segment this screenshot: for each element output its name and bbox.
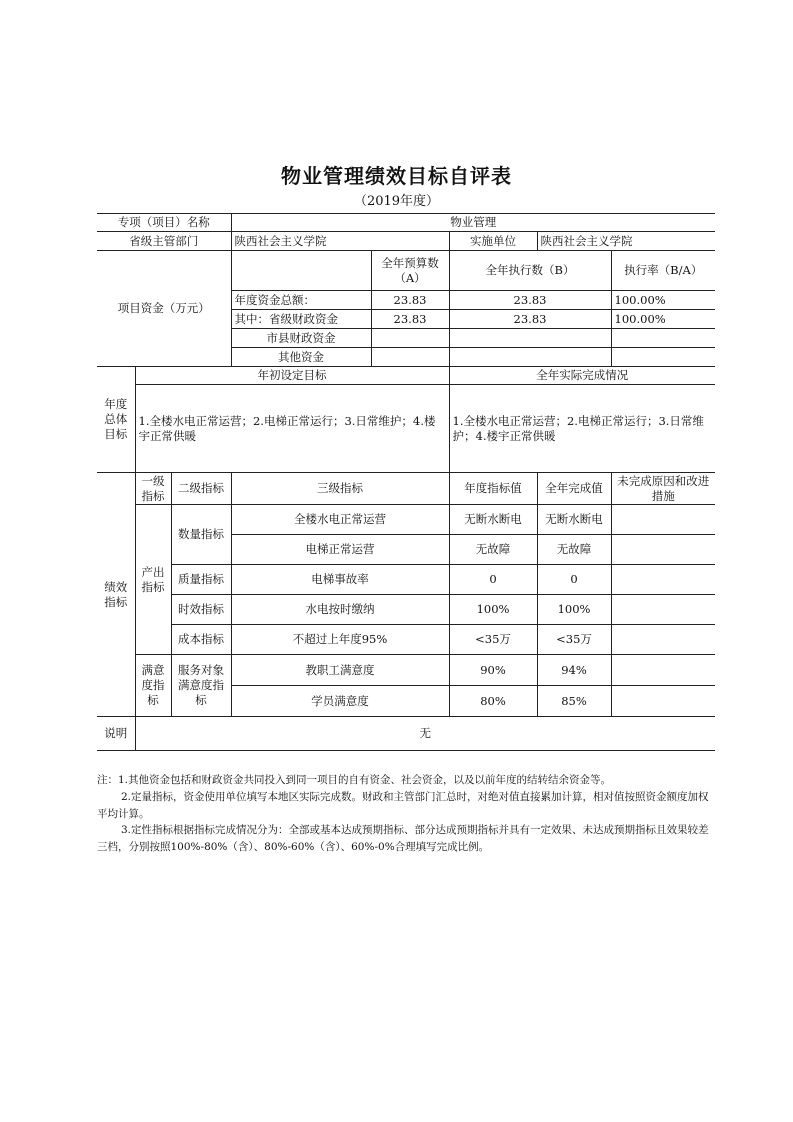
perf-row-target: 无断水断电 — [449, 505, 537, 535]
perf-header-target: 年度指标值 — [449, 473, 537, 505]
goals-label: 年度总体目标 — [97, 367, 135, 473]
perf-row-l3: 电梯正常运营 — [231, 535, 449, 565]
funds-row-name: 年度资金总额： — [231, 291, 371, 310]
perf-satisfaction-label: 满意度指标 — [135, 655, 171, 717]
perf-row-actual: 无故障 — [537, 535, 611, 565]
exec-unit-value: 陕西社会主义学院 — [537, 232, 715, 251]
perf-row-target: 80% — [449, 686, 537, 717]
perf-label: 绩效指标 — [97, 473, 135, 717]
funds-row-b: 23.83 — [449, 310, 611, 329]
dept-label: 省级主管部门 — [97, 232, 231, 251]
footnote-1: 注：1.其他资金包括和财政资金共同投入到同一项目的自有资金、社会资金，以及以前年度的结转结余资金等。 — [97, 774, 612, 786]
perf-row-actual: <35万 — [537, 625, 611, 655]
goals-actual-header: 全年实际完成情况 — [449, 367, 715, 385]
perf-row-target: 无故障 — [449, 535, 537, 565]
funds-row-a: 23.83 — [371, 310, 449, 329]
funds-row-rate — [611, 348, 715, 367]
perf-row-reason — [611, 535, 715, 565]
footnote-3: 3.定性指标根据指标完成情况分为：全部或基本达成预期指标、部分达成预期指标并具有一定效果、未达成预期指标且效果较差三档，分别按照100%-80%（含）、80%-60%（含）、60%-0%合理填写完成比例。 — [97, 824, 709, 854]
page-title: 物业管理绩效目标自评表 — [281, 164, 512, 188]
perf-row-reason — [611, 565, 715, 595]
perf-header-l3: 三级指标 — [231, 473, 449, 505]
perf-row-actual: 94% — [537, 655, 611, 686]
perf-row-reason — [611, 655, 715, 686]
funds-row-name: 其他资金 — [231, 348, 371, 367]
funds-row-rate — [611, 329, 715, 348]
project-name-label: 专项（项目）名称 — [97, 214, 231, 232]
perf-row-target: 0 — [449, 565, 537, 595]
goals-actual-text: 1.全楼水电正常运营；2.电梯正常运行；3.日常维护；4.楼宇正常供暖 — [449, 385, 715, 473]
perf-row-reason — [611, 595, 715, 625]
perf-row-target: <35万 — [449, 625, 537, 655]
funds-row-name: 其中：省级财政资金 — [231, 310, 371, 329]
exec-unit-label: 实施单位 — [449, 232, 537, 251]
goals-set-header: 年初设定目标 — [135, 367, 449, 385]
funds-row-rate: 100.00% — [611, 310, 715, 329]
funds-row-a — [371, 329, 449, 348]
perf-row-l3: 电梯事故率 — [231, 565, 449, 595]
funds-col-rate-header: 执行率（B/A） — [611, 251, 715, 291]
funds-row-name: 市县财政资金 — [231, 329, 371, 348]
funds-row-b — [449, 329, 611, 348]
perf-row-reason — [611, 625, 715, 655]
perf-header-reason: 未完成原因和改进措施 — [611, 473, 715, 505]
perf-row-target: 100% — [449, 595, 537, 625]
perf-row-actual: 85% — [537, 686, 611, 717]
perf-header-l2: 二级指标 — [171, 473, 231, 505]
funds-row-a — [371, 348, 449, 367]
perf-row-l2: 成本指标 — [171, 625, 231, 655]
funds-row-a: 23.83 — [371, 291, 449, 310]
page-subtitle-year: （2019年度） — [353, 194, 440, 209]
funds-row-b — [449, 348, 611, 367]
project-name-value: 物业管理 — [231, 214, 715, 232]
funds-col-a-header: 全年预算数（A） — [371, 251, 449, 291]
perf-row-l3: 教职工满意度 — [231, 655, 449, 686]
footnotes — [97, 772, 717, 856]
funds-name-header — [231, 251, 371, 291]
perf-row-l3: 不超过上年度95% — [231, 625, 449, 655]
funds-label: 项目资金（万元） — [97, 251, 231, 367]
perf-row-l2: 质量指标 — [171, 565, 231, 595]
perf-row-l2: 时效指标 — [171, 595, 231, 625]
remark-label: 说明 — [97, 717, 135, 751]
perf-row-reason — [611, 505, 715, 535]
perf-row-actual: 100% — [537, 595, 611, 625]
evaluation-table — [97, 213, 715, 751]
perf-row-l3: 水电按时缴纳 — [231, 595, 449, 625]
funds-col-b-header: 全年执行数（B） — [449, 251, 611, 291]
perf-row-l2: 数量指标 — [171, 505, 231, 565]
dept-value: 陕西社会主义学院 — [231, 232, 449, 251]
footnote-2: 2.定量指标，资金使用单位填写本地区实际完成数。财政和主管部门汇总时，对绝对值直接累加计算，相对值按照资金额度加权平均计算。 — [97, 790, 709, 820]
perf-row-l2: 服务对象满意度指标 — [171, 655, 231, 717]
perf-header-actual: 全年完成值 — [537, 473, 611, 505]
perf-row-actual: 无断水断电 — [537, 505, 611, 535]
perf-output-label: 产出指标 — [135, 505, 171, 655]
perf-header-l1: 一级指标 — [135, 473, 171, 505]
perf-row-target: 90% — [449, 655, 537, 686]
remark-value: 无 — [135, 717, 715, 751]
funds-row-b: 23.83 — [449, 291, 611, 310]
funds-row-rate: 100.00% — [611, 291, 715, 310]
perf-row-actual: 0 — [537, 565, 611, 595]
goals-set-text: 1.全楼水电正常运营；2.电梯正常运行；3.日常维护；4.楼宇正常供暖 — [135, 385, 449, 473]
perf-row-l3: 全楼水电正常运营 — [231, 505, 449, 535]
perf-row-l3: 学员满意度 — [231, 686, 449, 717]
perf-row-reason — [611, 686, 715, 717]
